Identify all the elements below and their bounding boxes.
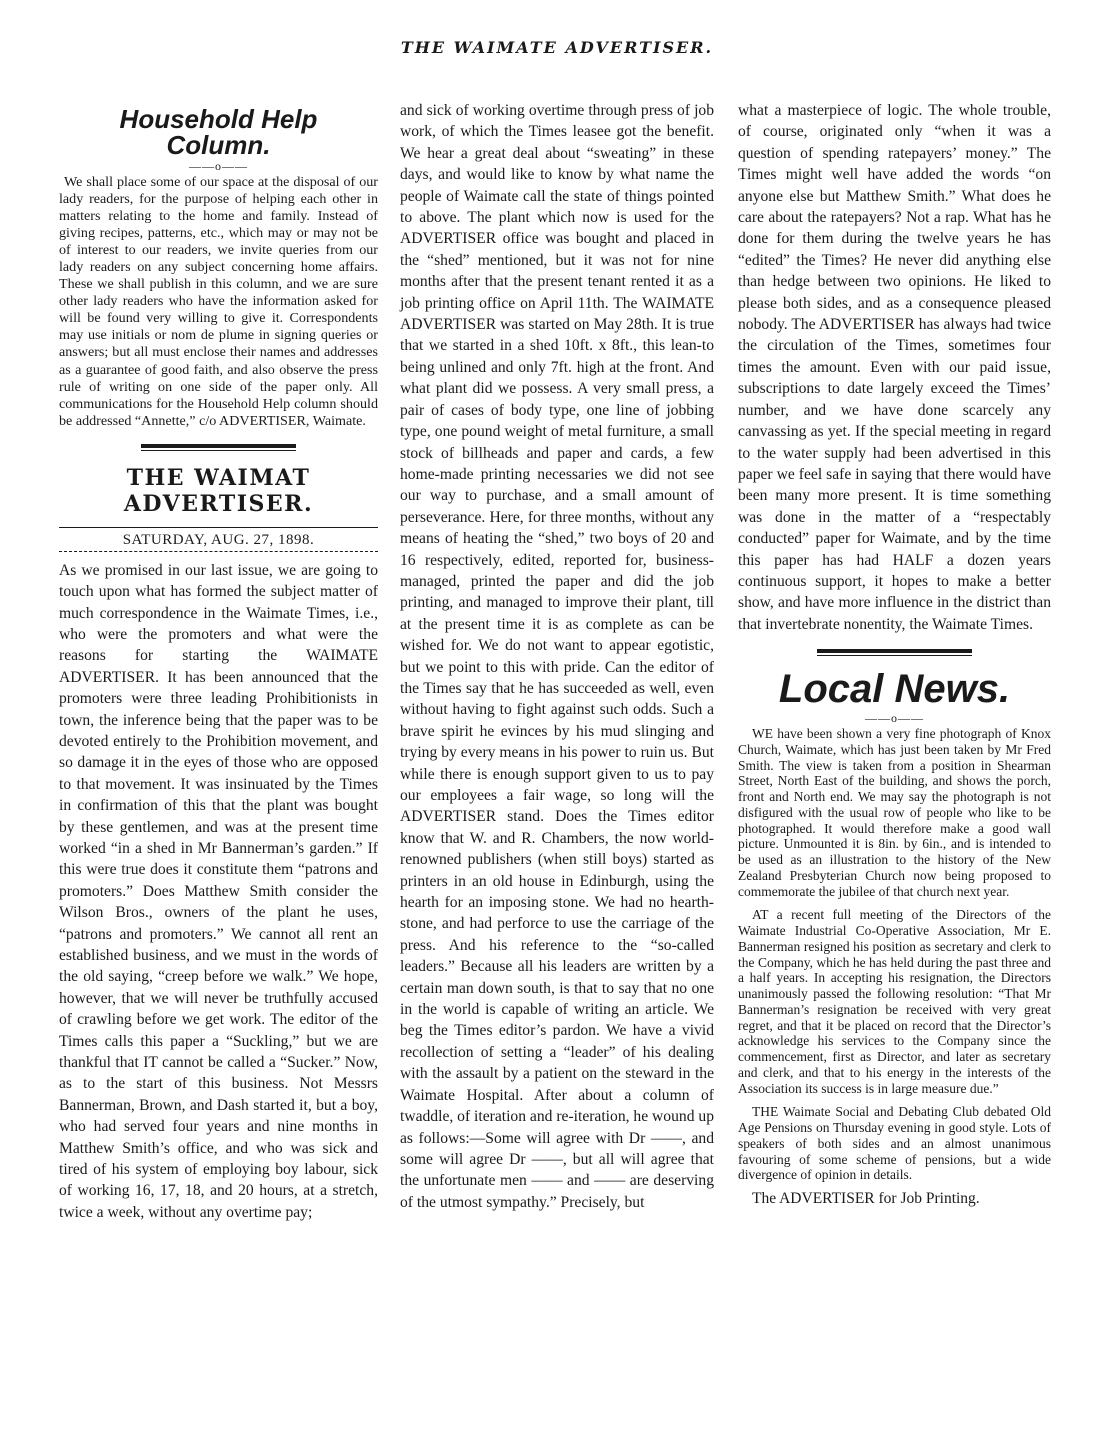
- masthead-divider: [59, 527, 378, 528]
- local-news-ornament: ——o——: [865, 711, 924, 726]
- editorial-body-col1: As we promised in our last issue, we are going to touch upon what has formed the subject matter of much correspondence in the Waimate Times, i.e., who were the promoters and what were the reasons for starting the WAIMATE ADVERTISER. It has been announced that the promoters were three leading Prohibitionists in town, the inference being that the paper was to be devoted entirely to the Prohibition movement, and so damage it in the eyes of those who are opposed to that movement. It was insinuated by the Times in confirmation of this that the plant was bought by these gentlemen, and was at the present time worked “in a shed in Mr Bannerman’s garden.” If this were true does it constitute them “patrons and promoters.” Does Matthew Smith consider the Wilson Bros., owners of the plant he uses, “patrons and promoters.” We cannot all rent an established business, and we must in the words of the old saying, “creep before we walk.” We hope, however, that we will never be truthfully accused of crawling before we get work. The editor of the Times calls this paper a “Suckling,” but we are thankful that IT cannot be called a “Sucker.” Now, as to the start of this business. Not Messrs Bannerman, Brown, and Dash started it, but a boy, who had served four years and nine months in Matthew Smith’s office, and who was sick and tired of his system of employing boy labour, sick of working 16, 17, 18, and 20 hours, at a stretch, twice a week, without any overtime pay;: [59, 561, 378, 1221]
- news-item-debating-club: THE Waimate Social and Debating Club debated Old Age Pensions on Thursday evening in good style. Lots of speakers of both sides and an almost unanimous favouring of some scheme of pensions, but a wide divergence of opinion in details.: [738, 1104, 1051, 1183]
- masthead-rule: [59, 444, 378, 451]
- dateline: SATURDAY, AUG. 27, 1898.: [122, 531, 315, 548]
- masthead-title: THE WAIMAT ADVERTISER.: [123, 464, 314, 517]
- thin-rule: [817, 655, 972, 656]
- editorial-body-col3: what a masterpiece of logic. The whole trouble, of course, originated only “when it was a question of spending ratepayers’ money.” The Times might well have added the words “on anyone else but Matthew Smith.” What does he care about the ratepayers? Not a rap. What has he done for them during the twelve years he has “edited” the Times? He never did anything else than hedge between two opinions. He liked to please both sides, and as a consequence pleased nobody. The ADVERTISER has always had twice the circulation of the Times, sometimes four times the amount. Even with our paid issue, subscriptions to date largely exceed the Times’ number, and we have done scarcely any canvassing as yet. If the special meeting in regard to the water supply had been advertised in this paper we feel safe in saying that there would have been many more present. It is time something was done in the matter of a “respectably conducted” paper for Waimate, and by the time this paper has had HALF a dozen years continuous support, it hopes to make a better show, and have more influence in the district than that invertebrate nonentity, the Waimate Times.: [738, 102, 1051, 633]
- household-ornament: ——o——: [189, 159, 248, 173]
- running-head: THE WAIMATE ADVERTISER.: [400, 38, 714, 57]
- local-news-rule: [738, 649, 1051, 656]
- editorial-body-col2: and sick of working overtime through press of job work, of which the Times leasee got the benefit. We hear a great deal about “sweating” in these days, and would like to know by what name the people of Waimate call the state of things pointed to above. The plant which now is used for the ADVERTISER office was bought and placed in the “shed” mentioned, but it was not for nine months after that the present tenant rented it as a job printing office on April 11th. The WAIMATE ADVERTISER was started on May 28th. It is true that we started in a shed 10ft. x 8ft., this lean-to being unlined and only 7ft. high at the front. And what plant did we possess. A very small press, a pair of cases of body type, one line of jobbing type, one pound weight of metal furniture, a small stock of billheads and paper and cards, a few home-made printing necessaries we did not see our way to purchase, and a small amount of perseverance. Here, for three months, without any means of heating the “shed,” two boys of 20 and 16 respectively, edited, reported for, business-managed, printed the paper and did the job printing, and managed to improve their plant, till at the present time it is as complete as can be wished for. We do not want to appear egotistic, but we point to this with pride. Can the editor of the Times say that he has succeeded as well, even without having to fight against such odds. Such a brave spirit he evinces by his mud slinging and trying by every means in his power to ruin us. But while there is enough support given to us to pay our employees a fair wage, so long will the ADVERTISER stand. Does the Times editor know that W. and R. Chambers, the now world-renowned publishers (when still boys) started as printers in an old house in Edinburgh, using the hearth for an imposing stone. We had no hearth-stone, and had perforce to use the carriage of the press. And his reference to the “so-called leaders.” Because all his leaders are written by a certain man down south, is that to say that no one in the world is capable of writing an article. We beg the Times editor’s pardon. We have a vivid recollection of setting a “leader” of his dealing with the assault by a patient on the steward in the Waimate Hospital. After about a column of twaddle, of iteration and re-iteration, he wound up as follows:—Some will agree with Dr ——, and some will agree Dr ——, but all will agree that the unfortunate men —— and —— are deserving of the utmost sympathy.” Precisely, but: [400, 102, 714, 1211]
- household-help-title: [59, 106, 378, 158]
- household-help-body: We shall place some of our space at the disposal of our lady readers, for the purpose of helping each other in matters relating to the home and family. Instead of giving recipes, patterns, etc., which may or may not be of interest to our readers, we invite queries from our lady readers on any subject concerning home affairs. These we shall publish in this column, and we are sure other lady readers who have the information asked for will be found very willing to give it. Correspondents may use initials or nom de plume in signing queries or answers; but all must enclose their names and addresses as a guarantee of good faith, and also observe the press rule of writing on one side of the paper only. All communications for the Household Help column should be addressed “Annette,” c/o ADVERTISER, Waimate.: [59, 174, 378, 429]
- column-right: [738, 100, 1051, 1207]
- thick-rule: [141, 444, 296, 448]
- news-item-directors: AT a recent full meeting of the Directors of the Waimate Industrial Co-Operative Association, Mr E. Bannerman resigned his position as secretary and clerk to the Company, which he has held during the past three and a half years. In accepting his resignation, the Directors unanimously passed the following resolution: “That Mr Bannerman’s resignation be received with very great regret, and that it be placed on record that the Director’s acknowledge his services to the Company since the commencement, first as Director, and later as secretary and clerk, and that to his energy in the interests of the Association its success is in large measure due.”: [738, 907, 1051, 1096]
- household-title-line1: Household Help: [119, 104, 318, 134]
- household-title-line2: Column.: [166, 130, 271, 160]
- thin-rule: [141, 450, 296, 451]
- job-printing-notice: The ADVERTISER for Job Printing.: [752, 1190, 980, 1208]
- column-middle: [400, 100, 714, 1213]
- column-left: [59, 100, 378, 1223]
- thick-rule: [817, 649, 972, 653]
- news-item-photograph: WE have been shown a very fine photograph of Knox Church, Waimate, which has just been taken by Mr Fred Smith. The view is taken from a position in Shearman Street, North East of the building, and shows the porch, front and North end. We may say the photograph is not disfigured with the usual row of people who like to be photographed. It would therefore make a good wall picture. Unmounted it is 8in. by 6in., and is intended to be used as an illustration to the history of the New Zealand Presbyterian Church now being proposed to commemorate the jubilee of that church next year.: [738, 726, 1051, 899]
- dateline-divider: [59, 551, 378, 552]
- local-news-title: Local News.: [778, 667, 1011, 712]
